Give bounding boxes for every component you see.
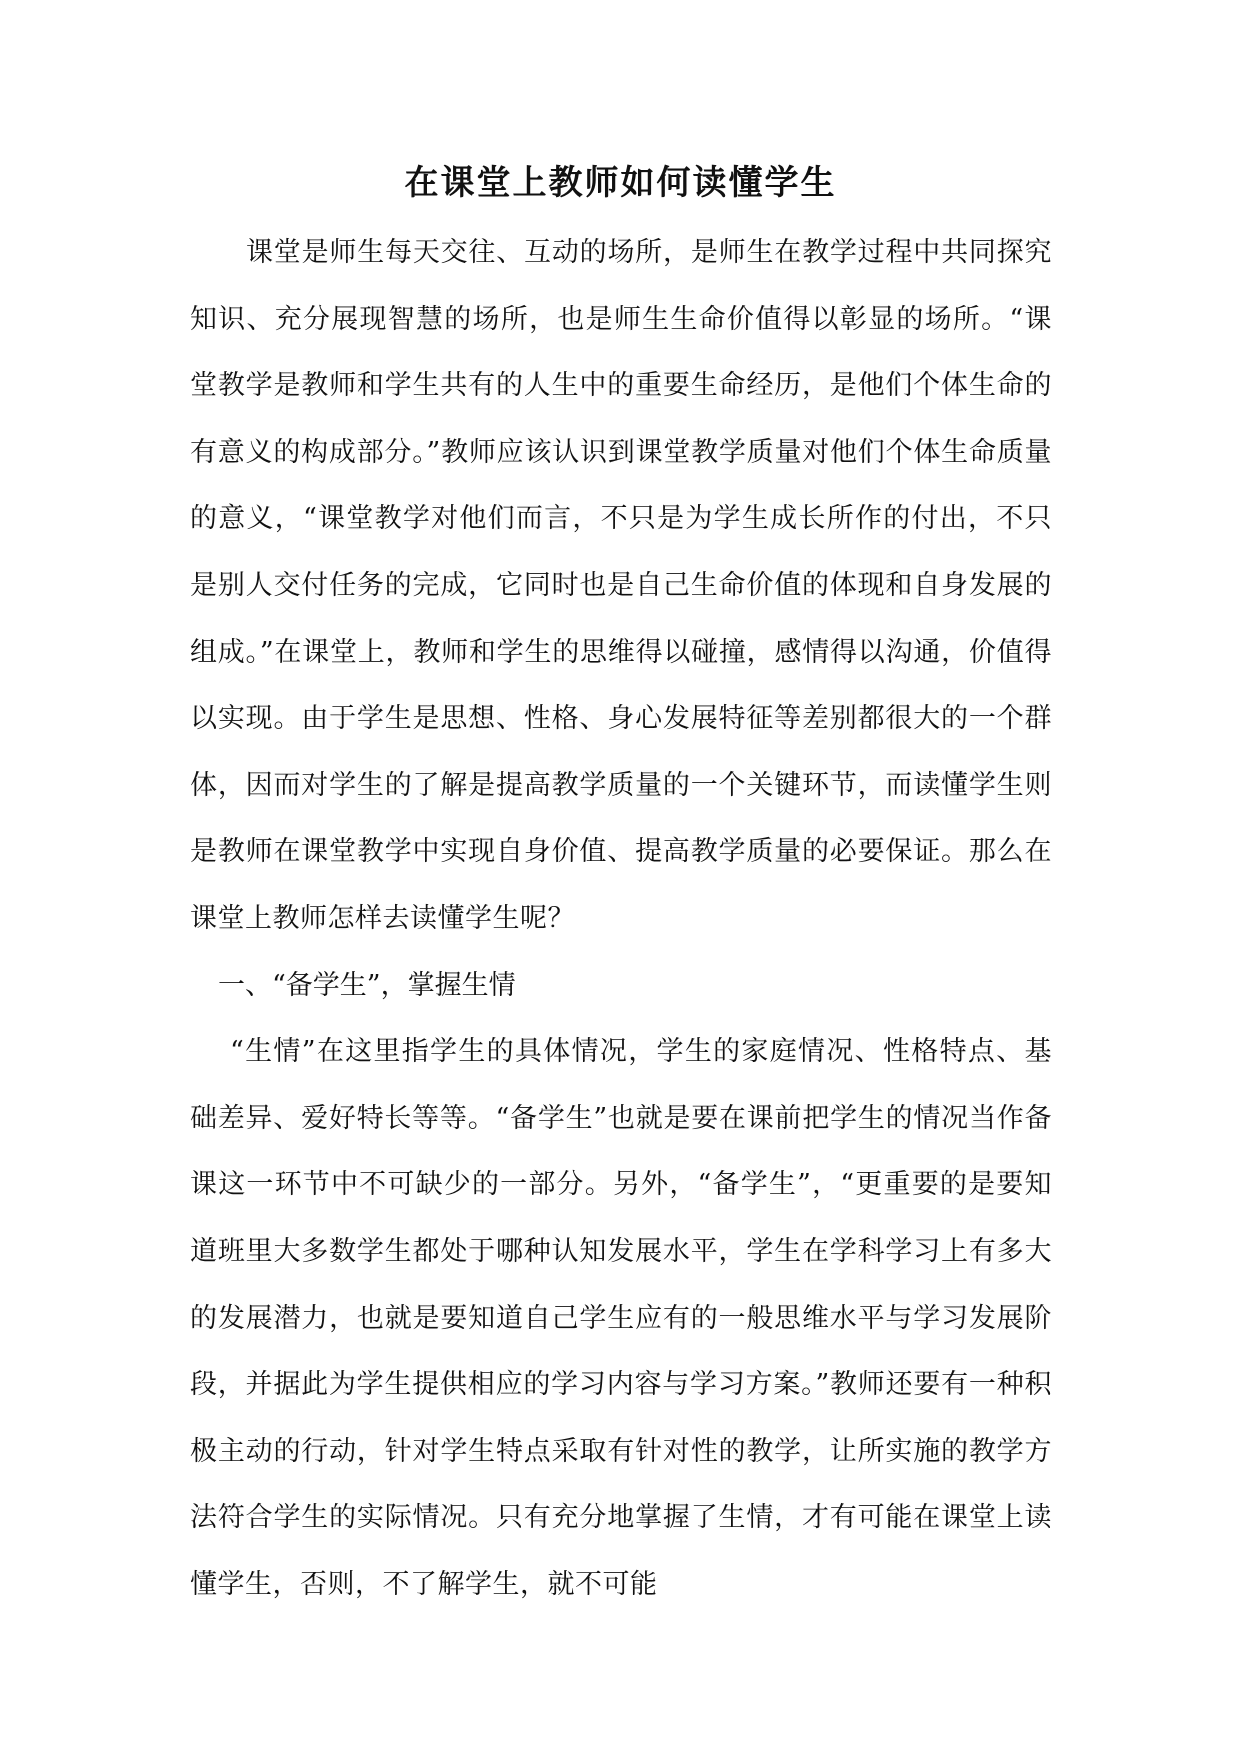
document-body xyxy=(190,220,1052,1618)
paragraph-section-1: “生情”在这里指学生的具体情况，学生的家庭情况、性格特点、基础差异、爱好特长等等。“备学生”也就是要在课前把学生的情况当作备课这一环节中不可缺少的一部分。另外，“备学生”，“更重要的是要知道班里大多数学生都处于哪种认知发展水平，学生在学科学习上有多大的发展潜力，也就是要知道自己学生应有的一般思维水平与学习发展阶段，并据此为学生提供相应的学习内容与学习方案。”教师还要有一种积极主动的行动，针对学生特点采取有针对性的教学，让所实施的教学方法符合学生的实际情况。只有充分地掌握了生情，才有可能在课堂上读懂学生，否则，不了解学生，就不可能 xyxy=(190,1036,1052,1600)
section-heading: 一、“备学生”，掌握生情 xyxy=(218,969,516,1001)
paragraph-intro: 课堂是师生每天交往、互动的场所，是师生在教学过程中共同探究知识、充分展现智慧的场所，也是师生生命价值得以彰显的场所。“课堂教学是教师和学生共有的人生中的重要生命经历，是他们个体生命的有意义的构成部分。”教师应该认识到课堂教学质量对他们个体生命质量的意义，“课堂教学对他们而言，不只是为学生成长所作的付出，不只是别人交付任务的完成，它同时也是自己生命价值的体现和自身发展的组成。”在课堂上，教师和学生的思维得以碰撞，感情得以沟通，价值得以实现。由于学生是思想、性格、身心发展特征等差别都很大的一个群体，因而对学生的了解是提高教学质量的一个关键环节，而读懂学生则是教师在课堂教学中实现自身价值、提高教学质量的必要保证。那么在课堂上教师怎样去读懂学生呢？ xyxy=(190,237,1052,934)
document-title: 在课堂上教师如何读懂学生 xyxy=(404,163,837,203)
